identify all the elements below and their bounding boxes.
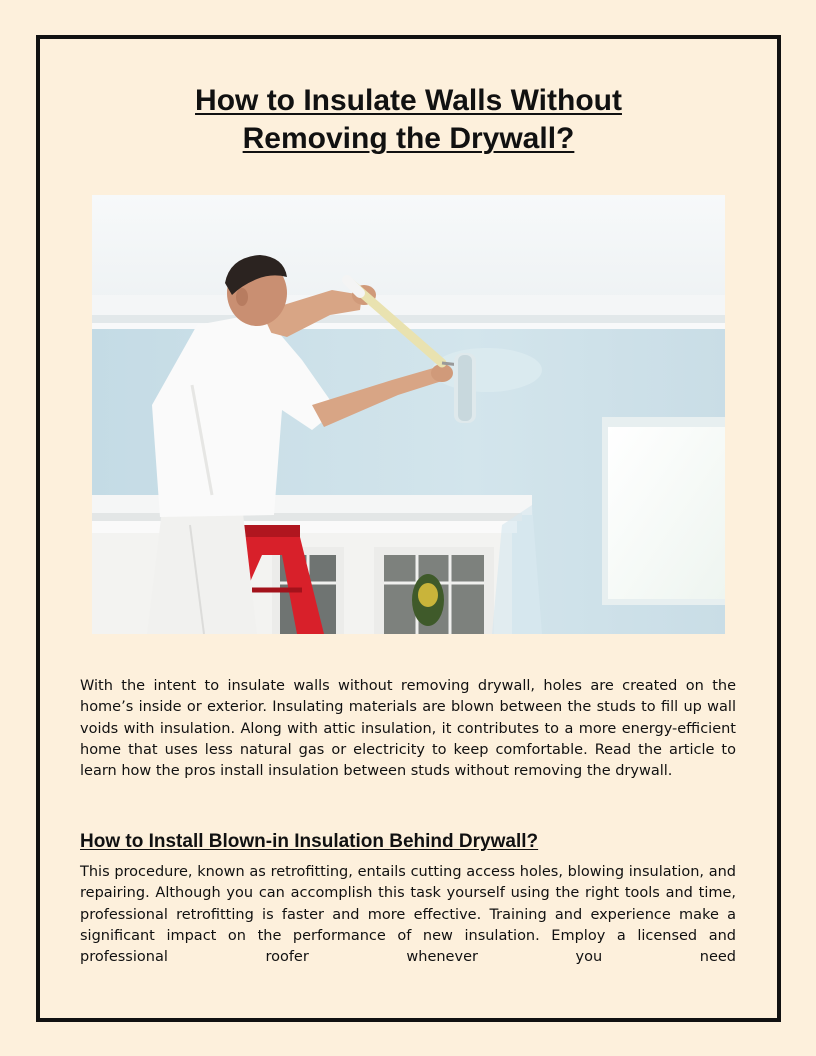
hero-image — [92, 195, 725, 634]
title-line-2: Removing the Drywall? — [242, 122, 575, 155]
section-paragraph: This procedure, known as retrofitting, entails cutting access holes, blowing insulation, and repairing. Although you can accomplish this task yourself using the right tools and time, professional retrofitting is faster and more effective. Training and experience make a significant impact on the performance of new insulation. Employ a licensed and professional roofer whenever you need — [80, 864, 736, 966]
painter-on-ladder-photo-icon — [92, 195, 725, 634]
title-line-1: How to Insulate Walls Without — [195, 84, 622, 117]
section-heading: How to Install Blown-in Insulation Behind Drywall? — [80, 831, 539, 852]
intro-paragraph: With the intent to insulate walls without removing drywall, holes are created on the home’s inside or exterior. Insulating materials are blown between the studs to fill up wall voids with insulation. Along with attic insulation, it contributes to a more energy-efficient home that uses less natural gas or electricity to keep comfortable. Read the article to learn how the pros install insulation between studs without removing the drywall. — [80, 678, 736, 780]
page-title — [40, 82, 777, 158]
